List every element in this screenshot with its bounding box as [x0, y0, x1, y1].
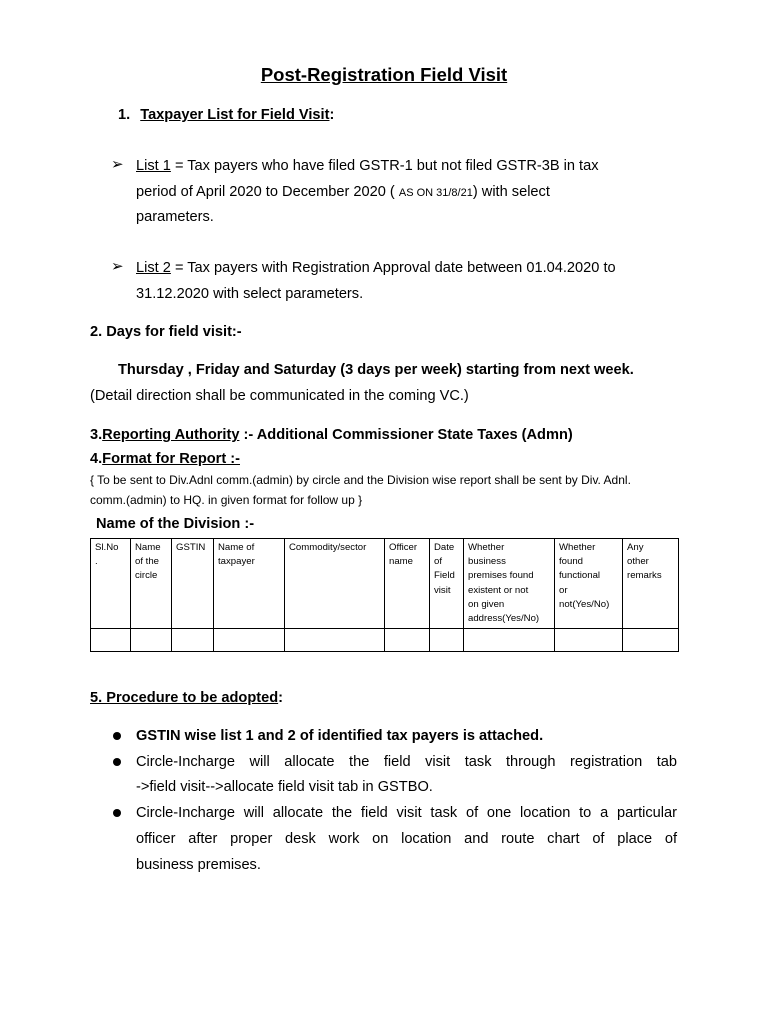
- list-2-text-1: = Tax payers with Registration Approval date between 01.04.2020 to: [170, 260, 616, 276]
- table-header-text: Field: [434, 570, 455, 582]
- list-2-line-1: [136, 256, 616, 281]
- page-title: Post-Registration Field Visit: [260, 64, 508, 85]
- field-visit-note: (Detail direction shall be communicated in the coming VC.): [90, 388, 469, 404]
- table-header-text: Commodity/sector: [289, 542, 367, 553]
- table-header-text: name: [389, 556, 413, 568]
- table-header-text: not(Yes/No): [559, 598, 610, 610]
- procedure-item-3-line-1: Circle-Incharge will allocate the field visit task of one location to a particular: [136, 805, 677, 821]
- section-1-colon: :: [329, 107, 335, 123]
- procedure-item-1: GSTIN wise list 1 and 2 of identified tax payers is attached.: [136, 728, 544, 744]
- list-2-label: List 2: [136, 260, 171, 276]
- section-1-number: 1.: [118, 107, 131, 123]
- procedure-item-2-line-2: ->field visit-->allocate field visit tab in GSTBO.: [136, 779, 433, 795]
- table-header-cell: [91, 539, 131, 629]
- table-header-text: Sl.No: [95, 542, 119, 553]
- list-1-text-1: = Tax payers who have filed GSTR-1 but not filed GSTR-3B in tax: [170, 158, 599, 174]
- table-header-row: [91, 539, 679, 629]
- section-4-label: Format for Report :-: [102, 451, 240, 467]
- table-header-cell: [430, 539, 464, 629]
- table-cell[interactable]: [131, 629, 172, 652]
- table-cell[interactable]: [385, 629, 430, 652]
- table-header-text: Officer: [389, 542, 418, 553]
- table-cell[interactable]: [91, 629, 131, 652]
- procedure-item-3-line-2: officer after proper desk work on location and route chart of place of: [136, 831, 677, 847]
- arrow-bullet-icon: ➢: [111, 156, 124, 173]
- section-3-heading: [90, 423, 573, 448]
- list-1-as-on-date: AS ON 31/8/21: [398, 187, 473, 199]
- section-3-text: :- Additional Commissioner State Taxes (Admn): [239, 427, 573, 443]
- field-visit-days: Thursday , Friday and Saturday (3 days per week) starting from next week.: [118, 362, 634, 378]
- table-header-text: visit: [434, 584, 451, 596]
- table-header-cell: [285, 539, 385, 629]
- list-1-line-3: parameters.: [136, 209, 214, 225]
- bullet-icon: [113, 732, 121, 740]
- table-header-text: of: [434, 556, 443, 568]
- table-header-cell: [214, 539, 285, 629]
- table-header-cell: [385, 539, 430, 629]
- table-header-text: of the: [135, 556, 160, 568]
- section-2-heading: 2. Days for field visit:-: [90, 324, 242, 340]
- table-header-cell: [623, 539, 679, 629]
- table-cell[interactable]: [172, 629, 214, 652]
- table-header-cell: [464, 539, 555, 629]
- section-1-heading: [118, 103, 334, 128]
- table-header-text: existent or not: [468, 584, 529, 596]
- list-1-text-2b: ) with select: [472, 184, 550, 200]
- table-header-text: taxpayer: [218, 556, 255, 568]
- section-5-colon: :: [278, 690, 284, 706]
- table-header-text: Any: [627, 542, 644, 553]
- table-cell[interactable]: [214, 629, 285, 652]
- report-format-table: [90, 538, 679, 652]
- list-1-text-2a: period of April 2020 to December 2020 (: [136, 184, 399, 200]
- report-note-line-2: comm.(admin) to HQ. in given format for follow up }: [90, 493, 363, 507]
- list-1-line-1: [136, 154, 599, 179]
- section-4-heading: [90, 447, 240, 472]
- table-header-text: Whether: [559, 542, 596, 553]
- bullet-icon: [113, 758, 121, 766]
- table-row: [91, 629, 679, 652]
- table-header-text: remarks: [627, 570, 662, 582]
- list-2-line-2: 31.12.2020 with select parameters.: [136, 286, 364, 302]
- table-cell[interactable]: [623, 629, 679, 652]
- procedure-item-3-line-3: business premises.: [136, 857, 261, 873]
- table-header-text: found: [559, 556, 584, 568]
- section-4-number: 4.: [90, 451, 103, 467]
- table-header-cell: [555, 539, 623, 629]
- table-cell[interactable]: [430, 629, 464, 652]
- division-name-label: Name of the Division :-: [96, 516, 255, 532]
- table-header-text: premises found: [468, 570, 534, 582]
- section-3-label: Reporting Authority: [102, 427, 240, 443]
- bullet-icon: [113, 809, 121, 817]
- table-header-text: business: [468, 556, 506, 568]
- table-header-text: or: [559, 584, 568, 596]
- table-header-text: functional: [559, 570, 601, 582]
- table-header-text: Whether: [468, 542, 505, 553]
- section-3-number: 3.: [90, 427, 103, 443]
- section-5-heading: [90, 686, 283, 711]
- list-1-label: List 1: [136, 158, 171, 174]
- table-header-text: Name of: [218, 542, 255, 553]
- section-5-title: 5. Procedure to be adopted: [90, 690, 279, 706]
- table-header-text: address(Yes/No): [468, 613, 540, 625]
- table-header-text: GSTIN: [176, 542, 206, 553]
- table-header-text: Name: [135, 542, 161, 553]
- list-1-line-2: [136, 180, 550, 206]
- table-cell[interactable]: [464, 629, 555, 652]
- report-note-line-1: { To be sent to Div.Adnl comm.(admin) by circle and the Division wise report shall be sent by Div. Adnl.: [90, 473, 631, 487]
- table-header-cell: [172, 539, 214, 629]
- table-header-text: on given: [468, 598, 505, 610]
- section-1-title: Taxpayer List for Field Visit: [140, 107, 330, 123]
- table-cell[interactable]: [555, 629, 623, 652]
- procedure-item-2-line-1: Circle-Incharge will allocate the field visit task through registration tab: [136, 754, 677, 770]
- arrow-bullet-icon: ➢: [111, 258, 124, 275]
- table-cell[interactable]: [285, 629, 385, 652]
- table-header-text: Date: [434, 542, 455, 553]
- table-header-text: .: [95, 556, 98, 568]
- table-header-text: other: [627, 556, 649, 568]
- table-header-cell: [131, 539, 172, 629]
- table-header-text: circle: [135, 570, 158, 582]
